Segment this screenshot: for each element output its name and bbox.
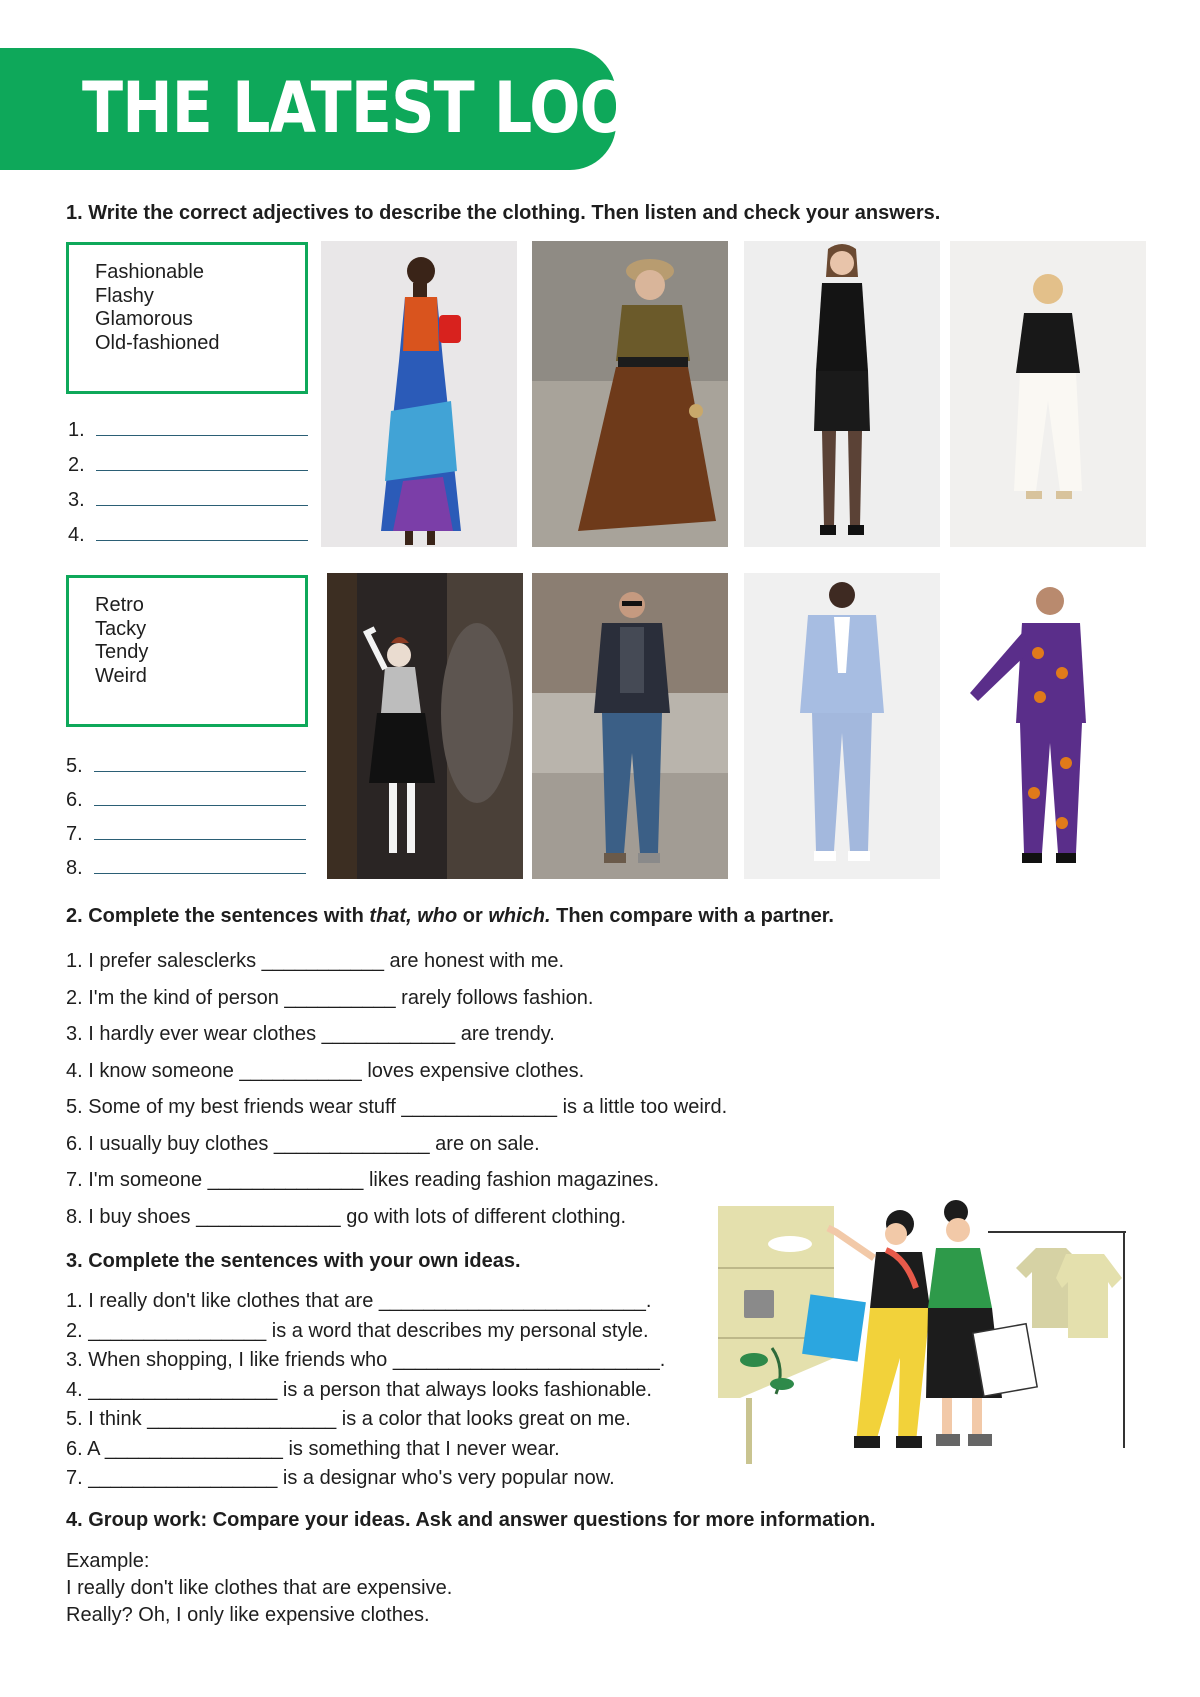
blank-line[interactable] xyxy=(96,522,308,541)
answer-blank[interactable] xyxy=(68,486,308,514)
sentence-item: 4. I know someone ___________ loves expensive clothes. xyxy=(66,1059,585,1082)
sentence-item: 3. When shopping, I like friends who ________________________. xyxy=(66,1349,666,1371)
woman-in-colorful-maxi-dress-photo xyxy=(321,241,517,547)
blank-line[interactable] xyxy=(96,417,308,436)
word-box-2 xyxy=(66,575,308,727)
blank-number: 7. xyxy=(66,823,83,845)
word-box-item: Weird xyxy=(95,664,147,687)
section1-heading: 1. Write the correct adjectives to describe the clothing. Then listen and check your answers. xyxy=(66,202,941,224)
section2-heading-or: or xyxy=(457,905,489,927)
word-box-item: Flashy xyxy=(95,284,154,307)
man-in-purple-pumpkin-suit-photo xyxy=(950,573,1146,879)
blank-number: 3. xyxy=(68,489,85,511)
example-label: Example: xyxy=(66,1550,150,1572)
section3-sentences xyxy=(66,1288,665,1491)
answer-blank[interactable] xyxy=(68,521,308,549)
section2-heading-start: 2. Complete the sentences with xyxy=(66,905,370,927)
section4-heading: 4. Group work: Compare your ideas. Ask and answer questions for more information. xyxy=(66,1509,876,1531)
word-box-item: Retro xyxy=(95,594,144,616)
mime-performer-on-stage-photo xyxy=(327,573,523,879)
answer-blank[interactable] xyxy=(68,416,308,444)
page-title: THE LATEST LOOK xyxy=(82,67,676,149)
woman-in-vintage-brown-outfit-photo xyxy=(532,241,728,547)
answer-blank[interactable] xyxy=(66,854,306,882)
blank-line[interactable] xyxy=(94,855,306,874)
word-box-item: Tacky xyxy=(95,617,147,640)
example-line: I really don't like clothes that are expensive. xyxy=(66,1577,453,1599)
word-box-item: Fashionable xyxy=(95,261,204,283)
shopping-women-illustration xyxy=(716,1198,1130,1470)
woman-in-black-mini-dress-photo xyxy=(744,241,940,547)
blank-number: 5. xyxy=(66,755,83,777)
sentence-item: 7. I'm someone ______________ likes reading fashion magazines. xyxy=(66,1169,660,1191)
sentence-item: 1. I prefer salesclerks ___________ are honest with me. xyxy=(66,950,565,972)
answer-blanks-1-4 xyxy=(68,416,308,549)
sentence-item: 2. ________________ is a word that describes my personal style. xyxy=(66,1319,649,1342)
sentence-item: 1. I really don't like clothes that are ________________________. xyxy=(66,1290,652,1312)
section2-heading-end: Then compare with a partner. xyxy=(550,905,834,927)
sentence-item: 7. _________________ is a designar who's very popular now. xyxy=(66,1467,615,1489)
section2-heading-italic2: which. xyxy=(488,905,551,927)
title-banner xyxy=(0,48,676,170)
sentence-item: 2. I'm the kind of person __________ rarely follows fashion. xyxy=(66,986,594,1009)
sentence-item: 6. A ________________ is something that I never wear. xyxy=(66,1437,560,1460)
word-box-item: Tendy xyxy=(95,641,149,663)
sentence-item: 3. I hardly ever wear clothes ____________ are trendy. xyxy=(66,1023,555,1045)
answer-blank[interactable] xyxy=(66,820,306,848)
sentence-item: 8. I buy shoes _____________ go with lots of different clothing. xyxy=(66,1205,627,1228)
blank-line[interactable] xyxy=(96,487,308,506)
section2-heading xyxy=(66,903,834,929)
sentence-item: 5. I think _________________ is a color that looks great on me. xyxy=(66,1408,631,1430)
word-box-item: Old-fashioned xyxy=(95,331,220,354)
answer-blanks-5-8 xyxy=(66,752,306,882)
man-in-jeans-and-blazer-photo xyxy=(532,573,728,879)
woman-in-black-shirt-white-pants-photo xyxy=(950,241,1146,547)
blank-number: 2. xyxy=(68,454,85,476)
man-in-light-blue-suit-photo xyxy=(744,573,940,879)
blank-line[interactable] xyxy=(94,821,306,840)
blank-line[interactable] xyxy=(96,452,308,471)
sentence-item: 4. _________________ is a person that always looks fashionable. xyxy=(66,1378,652,1401)
word-box-item: Glamorous xyxy=(95,308,193,330)
blank-number: 4. xyxy=(68,524,85,546)
sentence-item: 6. I usually buy clothes ______________ are on sale. xyxy=(66,1132,540,1155)
answer-blank[interactable] xyxy=(66,786,306,814)
section2-sentences xyxy=(66,948,727,1230)
blank-line[interactable] xyxy=(94,787,306,806)
blank-number: 1. xyxy=(68,419,85,441)
word-box-1 xyxy=(66,242,308,394)
section2-heading-italic: that, who xyxy=(369,905,458,927)
answer-blank[interactable] xyxy=(66,752,306,780)
answer-blank[interactable] xyxy=(68,451,308,479)
blank-number: 8. xyxy=(66,857,83,879)
blank-line[interactable] xyxy=(94,753,306,772)
blank-number: 6. xyxy=(66,789,83,811)
example-line: Really? Oh, I only like expensive clothes. xyxy=(66,1604,430,1626)
sentence-item: 5. Some of my best friends wear stuff ______________ is a little too weird. xyxy=(66,1096,728,1118)
section3-heading: 3. Complete the sentences with your own ideas. xyxy=(66,1250,521,1272)
